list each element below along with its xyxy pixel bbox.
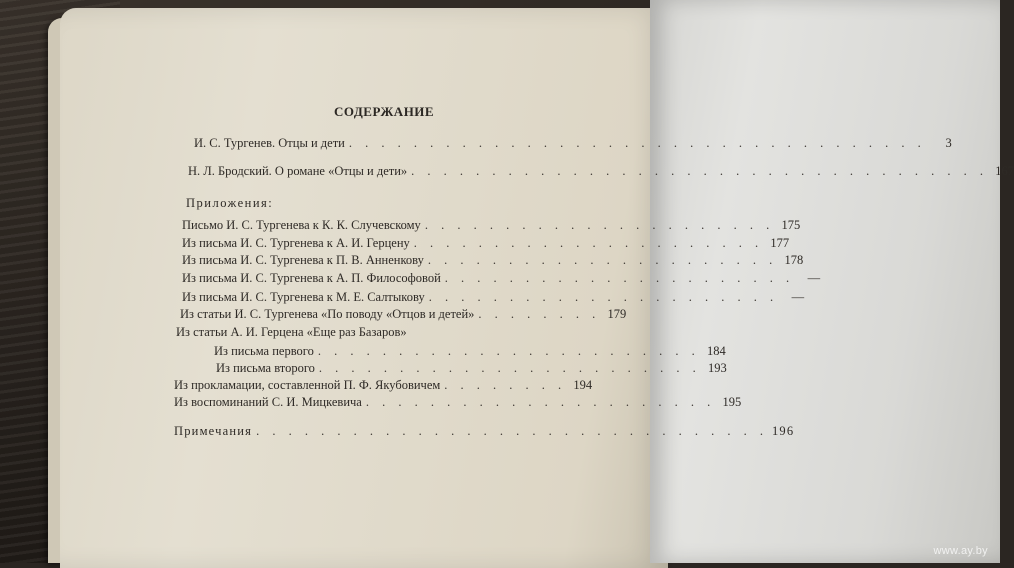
toc-entry-page: 167 xyxy=(995,164,1014,178)
toc-entry-label: Н. Л. Бродский. О романе «Отцы и дети» xyxy=(188,164,408,178)
leader-dots: . . . . . . . . . . . . . . . . . . . . . . . . . . . . . . . . . . . . xyxy=(411,164,989,178)
appendix-heading: Приложения: xyxy=(186,196,274,210)
toc-entry xyxy=(180,307,627,322)
leader-dots: . . . . . . . . . . . . . . . . . . . . . . xyxy=(428,290,779,304)
toc-entry-page: 193 xyxy=(708,361,727,375)
leader-dots: . . . . . . . . . . . . . . . . . . . . . . . . xyxy=(318,361,701,375)
toc-entry xyxy=(174,395,742,410)
toc-entry-label: Примечания xyxy=(174,424,253,438)
toc-entry xyxy=(182,290,805,305)
toc-entry-page: 3 xyxy=(945,136,952,150)
toc-entry-page: 175 xyxy=(781,218,801,232)
leader-dots: . . . . . . . . xyxy=(478,307,601,321)
toc-entry xyxy=(182,271,821,286)
toc-entry-page: 194 xyxy=(573,378,593,392)
book-left-page xyxy=(60,8,668,568)
toc-entry-label: Из статьи А. И. Герцена «Еще раз Базаров» xyxy=(176,325,407,339)
toc-entry xyxy=(182,236,790,251)
toc-title: СОДЕРЖАНИЕ xyxy=(334,104,435,119)
leader-dots: . . . . . . . . xyxy=(444,378,567,392)
toc-entry-label: Из письма И. С. Тургенева к А. П. Философовой xyxy=(182,271,441,285)
leader-dots: . . . . . . . . . . . . . . . . . . . . . . xyxy=(413,236,764,250)
toc-entry-label: Письмо И. С. Тургенева к К. К. Случевскому xyxy=(182,218,421,232)
toc-entry xyxy=(174,424,795,439)
toc-entry-page: — xyxy=(791,290,805,304)
leader-dots: . . . . . . . . . . . . . . . . . . . . . . . . . . . . . . . . xyxy=(256,424,768,438)
toc-entry xyxy=(188,164,1014,179)
toc-entry-label: Из письма второго xyxy=(216,361,315,375)
toc-entry xyxy=(194,136,952,151)
toc-entry-page: 195 xyxy=(722,395,742,409)
watermark: www.ay.by xyxy=(933,545,988,557)
toc-entry-label: Из письма первого xyxy=(214,344,314,358)
toc-entry-label: И. С. Тургенев. Отцы и дети xyxy=(194,136,345,150)
toc-entry-label: Из письма И. С. Тургенева к А. И. Герцену xyxy=(182,236,410,250)
toc-entry-label: Из воспоминаний С. И. Мицкевича xyxy=(174,395,362,409)
toc-entry xyxy=(176,325,588,340)
leader-dots: . . . . . . . . . . . . . . . . . . . . . . xyxy=(444,271,795,285)
toc-entry-page: 178 xyxy=(784,253,804,267)
toc-entry-label: Из письма И. С. Тургенева к П. В. Анненкову xyxy=(182,253,424,267)
toc-entry xyxy=(182,253,804,268)
leader-dots: . . . . . . . . . . . . . . . . . . . . . . . . . . . . . . . . . . . . xyxy=(348,136,926,150)
leader-dots: . . . . . . . . . . . . . . . . . . . . . . xyxy=(424,218,775,232)
leader-dots: . . . . . . . . . . . . . . . . . . . . . . xyxy=(427,253,778,267)
toc-entry-label: Из прокламации, составленной П. Ф. Якубовичем xyxy=(174,378,441,392)
toc-entry-page: 184 xyxy=(706,344,726,358)
toc-entry-page: 177 xyxy=(770,236,790,250)
toc-entry-page: — xyxy=(807,271,821,285)
toc-entry-label: Из статьи И. С. Тургенева «По поводу «Отцов и детей» xyxy=(180,307,475,321)
toc-entry-label: Из письма И. С. Тургенева к М. Е. Салтыкову xyxy=(182,290,425,304)
leader-dots: . . . . . . . . . . . . . . . . . . . . . . xyxy=(365,395,716,409)
leader-dots: . . . . . . . . . . . . . . . . . . . . . . . . xyxy=(317,344,700,358)
toc-entry xyxy=(216,361,727,376)
toc-entry xyxy=(182,218,801,233)
toc-entry xyxy=(214,344,726,359)
toc-entry-page: 196 xyxy=(771,424,795,438)
toc-entry xyxy=(174,378,593,393)
toc-entry-page: 179 xyxy=(607,307,627,321)
